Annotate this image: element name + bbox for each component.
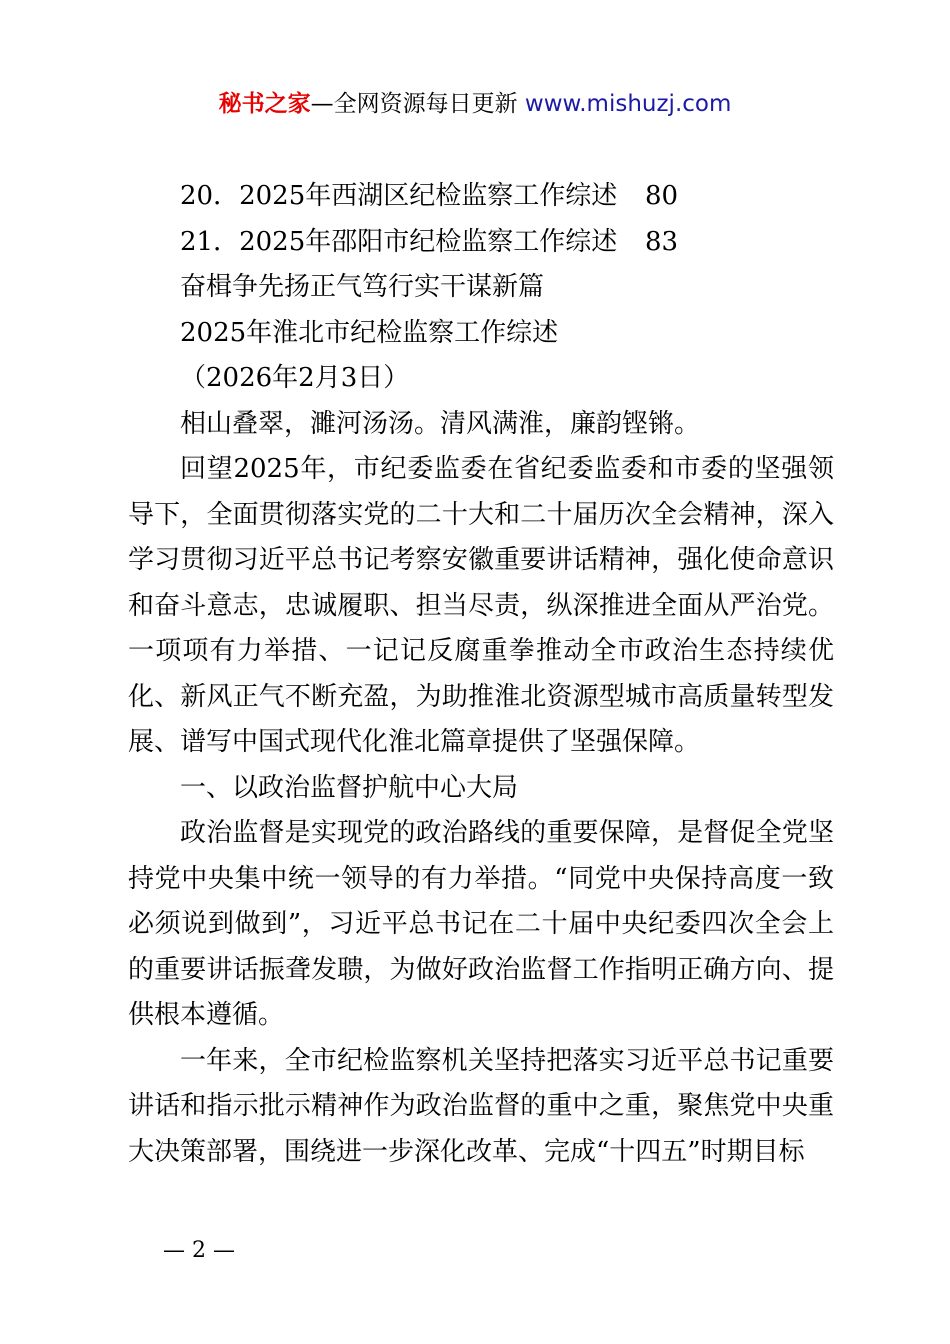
- toc-entry-title: 21．2025年邵阳市纪检监察工作综述: [180, 226, 618, 257]
- article-lead: 相山叠翠，濉河汤汤。清风满淮，廉韵铿锵。: [180, 408, 701, 439]
- body-paragraph: 回望2025年，市纪委监委在省纪委监委和市委的坚强领导下，全面贯彻落实党的二十大和二十届历次全会精神，深入学习贯彻习近平总书记考察安徽重要讲话精神，强化使命意识和奋斗意志，忠诚履职、担当尽责，纵深推进全面从严治党。一项项有力举措、一记记反腐重拳推动全市政治生态持续优化、新风正气不断充盈，为助推淮北资源型城市高质量转型发展、谱写中国式现代化淮北篇章提供了坚强保障。: [128, 454, 834, 757]
- section-heading: 一、以政治监督护航中心大局: [180, 772, 519, 803]
- article-title-line1: 奋楫争先扬正气笃行实干谋新篇: [180, 272, 545, 302]
- toc-entry-title: 20．2025年西湖区纪检监察工作综述: [180, 181, 618, 211]
- site-header: [0, 88, 950, 120]
- toc-entry-page: 83: [645, 226, 679, 257]
- site-brand: 秘书之家: [218, 91, 311, 117]
- body-paragraph: 政治监督是实现党的政治路线的重要保障，是督促全党坚持党中央集中统一领导的有力举措。“同党中央保持高度一致必须说到做到”，习近平总书记在二十届中央纪委四次全会上的重要讲话振聋发聩，为做好政治监督工作指明正确方向、提供根本遵循。: [128, 818, 834, 1030]
- document-body: [128, 174, 834, 1175]
- toc-entry-page: 80: [645, 181, 679, 211]
- page-number: — 2 —: [163, 1238, 235, 1263]
- body-paragraph: 一年来，全市纪检监察机关坚持把落实习近平总书记重要讲话和指示批示精神作为政治监督的重中之重，聚焦党中央重大决策部署，围绕进一步深化改革、完成“十四五”时期目标: [128, 1045, 834, 1167]
- toc-entry[interactable]: [128, 220, 834, 266]
- article-date: （2026年2月3日）: [180, 363, 410, 393]
- site-url-link[interactable]: www.mishuzj.com: [524, 91, 732, 117]
- toc-entry[interactable]: [128, 174, 834, 220]
- site-tagline: —全网资源每日更新: [310, 91, 525, 117]
- article-title-line2: 2025年淮北市纪检监察工作综述: [180, 317, 559, 348]
